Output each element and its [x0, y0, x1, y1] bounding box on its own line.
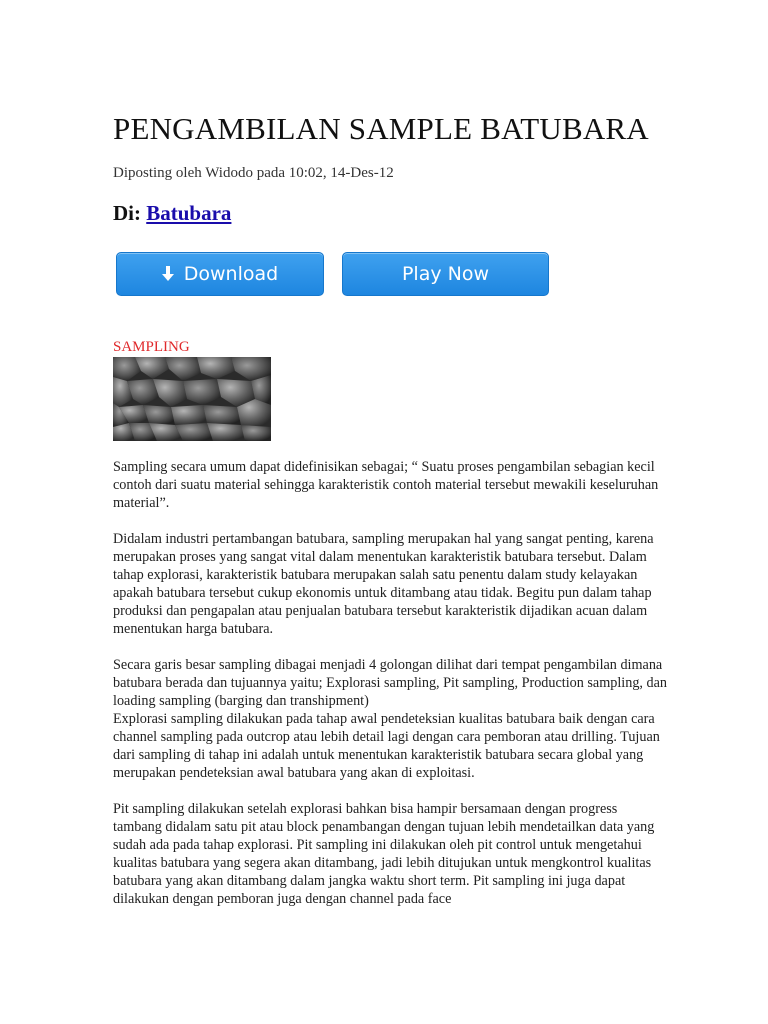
post-title: PENGAMBILAN SAMPLE BATUBARA — [113, 111, 649, 146]
download-label: Download — [183, 263, 279, 285]
paragraph-exploration: Explorasi sampling dilakukan pada tahap awal pendeteksian kualitas batubara baik dengan cara channel sampling pada outcrop atau lebih detail lagi dengan cara pemboran atau drilling. Tujuan dari sampling di tahap ini adalah untuk menentukan karakteristik batubara secara global yang merupakan pendeteksian awal batubara yang akan di exploitasi. — [113, 711, 660, 781]
paragraph-categories: Secara garis besar sampling dibagai menjadi 4 golongan dilihat dari tempat pengambilan dimana batubara berada dan tujuannya yaitu; Explorasi sampling, Pit sampling, Production sampling, dan loading sampling (barging dan transhipment) — [113, 657, 667, 709]
section-label: SAMPLING — [113, 339, 190, 355]
paragraph-definition: Sampling secara umum dapat didefinisikan sebagai; “ Suatu proses pengambilan sebagian kecil contoh dari suatu material sehingga karakteristik contoh material tersebut mewakili keseluruhan material”. — [113, 459, 659, 511]
category-prefix: Di: — [113, 201, 147, 225]
play-now-label: Play Now — [401, 263, 490, 285]
paragraph-pit-sampling: Pit sampling dilakukan setelah explorasi bahkan bisa hampir bersamaan dengan progress tambang didalam satu pit atau block penambangan dengan tujuan lebih mendetailkan data yang sudah ada pada tahap explorasi. Pit sampling ini dilakukan oleh pit control untuk mengetahui kualitas batubara yang segera akan ditambang, jadi lebih ditujukan untuk mengkontrol kualitas batubara yang akan ditambang dalam jangka waktu short term. Pit sampling ini juga dapat dilakukan dengan pemboran juga dengan channel pada face — [113, 801, 655, 907]
category-link[interactable]: Batubara — [146, 201, 232, 225]
download-button[interactable] — [116, 252, 324, 296]
arrow-down-icon — [162, 266, 174, 282]
article-body — [113, 458, 668, 926]
play-now-button[interactable] — [342, 252, 549, 296]
post-category — [113, 201, 231, 226]
coal-pile-photo — [113, 357, 271, 441]
paragraph-industry: Didalam industri pertambangan batubara, sampling merupakan hal yang sangat penting, karena merupakan proses yang sangat vital dalam menentukan karakteristik batubara tersebut. Dalam tahap explorasi, karakteristik batubara merupakan salah satu penentu dalam study kelayakan apakah batubara tersebut cukup ekonomis untuk ditambang atau tidak. Begitu pun dalam tahap produksi dan pengapalan atau penjualan batubara tersebut karakteristik dijadikan acuan dalam menentukan harga batubara. — [113, 531, 654, 637]
post-meta: Diposting oleh Widodo pada 10:02, 14-Des-12 — [113, 165, 394, 181]
